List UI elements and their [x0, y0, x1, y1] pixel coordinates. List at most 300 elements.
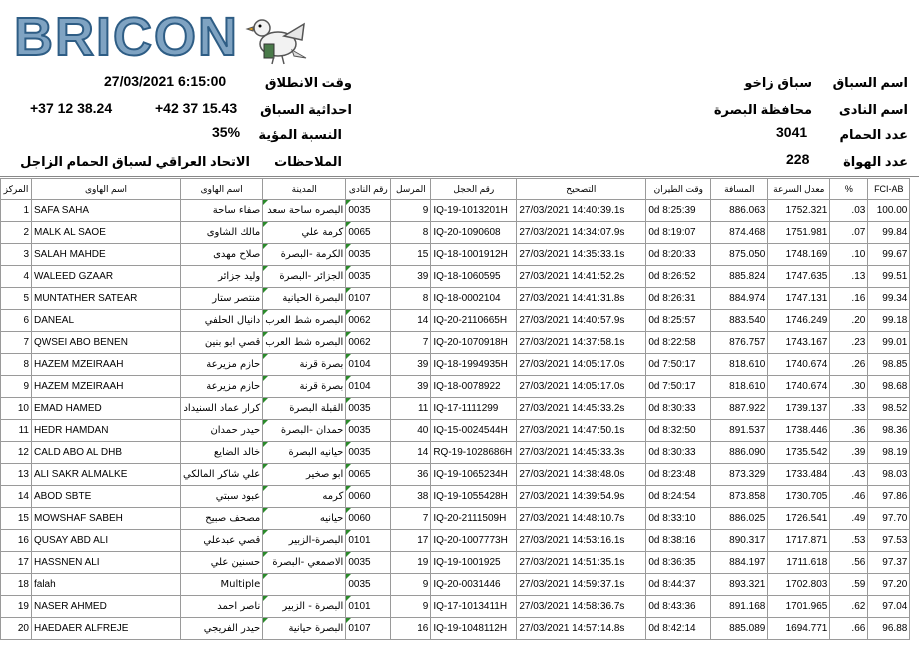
col-ring: رقم الحجل — [431, 179, 517, 200]
race-name-label: اسم السباق — [832, 75, 908, 90]
cell-arrival: 27/03/2021 14:39:54.9s — [517, 486, 646, 508]
cell-flight: 0d 8:32:50 — [646, 420, 711, 442]
cell-rank: 1 — [1, 200, 32, 222]
cell-flight: 0d 8:25:57 — [646, 310, 711, 332]
cell-flight: 0d 8:33:10 — [646, 508, 711, 530]
cell-pct: .07 — [830, 222, 868, 244]
cell-city — [263, 574, 346, 596]
cell-distance: 873.329 — [711, 464, 768, 486]
table-row — [1, 354, 910, 376]
col-name-ar: اسم الهاوى — [181, 179, 263, 200]
cell-name-en: SAFA SAHA — [32, 200, 181, 222]
cell-name-ar: حسنين علي — [181, 552, 263, 574]
cell-rank: 3 — [1, 244, 32, 266]
cell-ring: IQ-20-1070918H — [431, 332, 517, 354]
cell-city: حيانيه — [263, 508, 346, 530]
start-time-value: 27/03/2021 6:15:00 — [104, 73, 227, 89]
cell-arrival: 27/03/2021 14:35:33.1s — [517, 244, 646, 266]
cell-fci: 99.84 — [868, 222, 910, 244]
cell-fci: 97.70 — [868, 508, 910, 530]
cell-ring: IQ-18-0078922 — [431, 376, 517, 398]
table-header-row — [1, 179, 910, 200]
cell-pct: .53 — [830, 530, 868, 552]
cell-name-ar: منتصر ستار — [181, 288, 263, 310]
cell-sent: 7 — [391, 332, 431, 354]
cell-name-en: HEDR HAMDAN — [32, 420, 181, 442]
cell-pct: .43 — [830, 464, 868, 486]
cell-flight: 0d 8:20:33 — [646, 244, 711, 266]
header-divider — [0, 176, 919, 177]
cell-distance: 876.757 — [711, 332, 768, 354]
cell-ring: IQ-18-0002104 — [431, 288, 517, 310]
cell-speed: 1738.446 — [768, 420, 830, 442]
cell-club: 0107 — [346, 288, 391, 310]
cell-city: القبلة البصرة — [263, 398, 346, 420]
cell-sent: 7 — [391, 508, 431, 530]
cell-rank: 14 — [1, 486, 32, 508]
cell-city: كرمه — [263, 486, 346, 508]
cell-pct: .16 — [830, 288, 868, 310]
cell-club: 0035 — [346, 420, 391, 442]
cell-club: 0101 — [346, 596, 391, 618]
cell-flight: 0d 7:50:17 — [646, 376, 711, 398]
cell-pct: .03 — [830, 200, 868, 222]
cell-fci: 98.36 — [868, 420, 910, 442]
cell-club: 0062 — [346, 310, 391, 332]
cell-sent: 40 — [391, 420, 431, 442]
cell-pct: .10 — [830, 244, 868, 266]
cell-fci: 98.03 — [868, 464, 910, 486]
cell-city: بصرة قرنة — [263, 354, 346, 376]
club-label: اسم النادى — [838, 102, 908, 117]
cell-speed: 1746.249 — [768, 310, 830, 332]
cell-ring: IQ-20-1090608 — [431, 222, 517, 244]
cell-name-ar: حيدر الفريجي — [181, 618, 263, 640]
cell-speed: 1740.674 — [768, 354, 830, 376]
cell-club: 0035 — [346, 266, 391, 288]
cell-rank: 12 — [1, 442, 32, 464]
cell-name-en: MOWSHAF SABEH — [32, 508, 181, 530]
cell-speed: 1711.618 — [768, 552, 830, 574]
cell-ring: IQ-20-0031446 — [431, 574, 517, 596]
cell-club: 0035 — [346, 398, 391, 420]
cell-fci: 96.88 — [868, 618, 910, 640]
coords-label: احداثية السباق — [260, 102, 352, 117]
cell-arrival: 27/03/2021 14:41:52.2s — [517, 266, 646, 288]
cell-ring: IQ-18-1060595 — [431, 266, 517, 288]
cell-name-en: SALAH MAHDE — [32, 244, 181, 266]
cell-pct: .39 — [830, 442, 868, 464]
cell-club: 0065 — [346, 464, 391, 486]
cell-flight: 0d 7:50:17 — [646, 354, 711, 376]
cell-pct: .26 — [830, 354, 868, 376]
cell-arrival: 27/03/2021 14:40:57.9s — [517, 310, 646, 332]
cell-distance: 887.922 — [711, 398, 768, 420]
logo-text: BRICON — [14, 7, 239, 67]
percent-label: النسبة المؤية — [258, 127, 342, 142]
cell-speed: 1701.965 — [768, 596, 830, 618]
cell-name-en: CALD ABO AL DHB — [32, 442, 181, 464]
cell-distance: 874.468 — [711, 222, 768, 244]
cell-city: كرمة علي — [263, 222, 346, 244]
table-row — [1, 200, 910, 222]
cell-name-ar: قصي ابو بنين — [181, 332, 263, 354]
cell-name-en: ALI SAKR ALMALKE — [32, 464, 181, 486]
cell-arrival: 27/03/2021 14:57:14.8s — [517, 618, 646, 640]
cell-speed: 1730.705 — [768, 486, 830, 508]
cell-fci: 97.04 — [868, 596, 910, 618]
cell-rank: 11 — [1, 420, 32, 442]
cell-distance: 884.974 — [711, 288, 768, 310]
col-city: المدينة — [263, 179, 346, 200]
cell-club: 0101 — [346, 530, 391, 552]
col-club-no: رقم النادى — [346, 179, 391, 200]
cell-fci: 100.00 — [868, 200, 910, 222]
table-row — [1, 332, 910, 354]
cell-arrival: 27/03/2021 14:58:36.7s — [517, 596, 646, 618]
cell-name-ar: Multiple — [181, 574, 263, 596]
cell-arrival: 27/03/2021 14:34:07.9s — [517, 222, 646, 244]
cell-name-ar: حازم مزيرعة — [181, 376, 263, 398]
cell-rank: 9 — [1, 376, 32, 398]
cell-city: حيانيه البصرة — [263, 442, 346, 464]
cell-sent: 9 — [391, 574, 431, 596]
cell-club: 0035 — [346, 200, 391, 222]
cell-distance: 885.824 — [711, 266, 768, 288]
cell-name-en: falah — [32, 574, 181, 596]
cell-name-ar: صلاح مهدى — [181, 244, 263, 266]
cell-rank: 18 — [1, 574, 32, 596]
cell-fci: 98.52 — [868, 398, 910, 420]
cell-distance: 873.858 — [711, 486, 768, 508]
cell-flight: 0d 8:30:33 — [646, 398, 711, 420]
cell-distance: 893.321 — [711, 574, 768, 596]
cell-speed: 1748.169 — [768, 244, 830, 266]
cell-club: 0107 — [346, 618, 391, 640]
cell-name-ar: قصي عبدعلي — [181, 530, 263, 552]
cell-name-en: MUNTATHER SATEAR — [32, 288, 181, 310]
col-fci: FCI-AB — [868, 179, 910, 200]
col-speed: معدل السرعة — [768, 179, 830, 200]
notes-label: الملاحظات — [274, 154, 342, 169]
cell-sent: 8 — [391, 288, 431, 310]
cell-speed: 1735.542 — [768, 442, 830, 464]
table-row — [1, 376, 910, 398]
cell-club: 0065 — [346, 222, 391, 244]
cell-rank: 15 — [1, 508, 32, 530]
cell-ring: IQ-19-1013201H — [431, 200, 517, 222]
cell-distance: 884.197 — [711, 552, 768, 574]
cell-arrival: 27/03/2021 14:53:16.1s — [517, 530, 646, 552]
cell-name-en: EMAD HAMED — [32, 398, 181, 420]
cell-rank: 7 — [1, 332, 32, 354]
cell-fci: 98.19 — [868, 442, 910, 464]
cell-name-ar: ناصر احمد — [181, 596, 263, 618]
table-row — [1, 508, 910, 530]
cell-flight: 0d 8:22:58 — [646, 332, 711, 354]
cell-name-ar: كرار عماد السنيداد — [181, 398, 263, 420]
cell-fci: 99.34 — [868, 288, 910, 310]
cell-speed: 1739.137 — [768, 398, 830, 420]
cell-ring: IQ-19-1055428H — [431, 486, 517, 508]
cell-fci: 97.86 — [868, 486, 910, 508]
cell-arrival: 27/03/2021 14:47:50.1s — [517, 420, 646, 442]
cell-name-ar: صفاء ساحة — [181, 200, 263, 222]
cell-name-en: HAZEM MZEIRAAH — [32, 376, 181, 398]
cell-city: ابو صخير — [263, 464, 346, 486]
cell-ring: IQ-18-1994935H — [431, 354, 517, 376]
pigeon-icon — [244, 10, 308, 66]
cell-pct: .66 — [830, 618, 868, 640]
cell-city: حمدان -البصرة — [263, 420, 346, 442]
cell-city: الجزائر -البصرة — [263, 266, 346, 288]
cell-flight: 0d 8:19:07 — [646, 222, 711, 244]
cell-pct: .30 — [830, 376, 868, 398]
cell-sent: 9 — [391, 596, 431, 618]
cell-club: 0104 — [346, 354, 391, 376]
cell-city: البصره ساحة سعد — [263, 200, 346, 222]
cell-sent: 9 — [391, 200, 431, 222]
cell-sent: 36 — [391, 464, 431, 486]
cell-flight: 0d 8:26:31 — [646, 288, 711, 310]
cell-pct: .23 — [830, 332, 868, 354]
cell-name-en: ABOD SBTE — [32, 486, 181, 508]
coord-lat: +42 37 15.43 — [155, 100, 238, 116]
cell-distance: 883.540 — [711, 310, 768, 332]
cell-flight: 0d 8:44:37 — [646, 574, 711, 596]
cell-sent: 14 — [391, 442, 431, 464]
cell-ring: RQ-19-1028686H — [431, 442, 517, 464]
col-flight: وقت الطيران — [646, 179, 711, 200]
table-row — [1, 464, 910, 486]
cell-pct: .56 — [830, 552, 868, 574]
cell-ring: IQ-15-0024544H — [431, 420, 517, 442]
cell-arrival: 27/03/2021 14:37:58.1s — [517, 332, 646, 354]
cell-sent: 16 — [391, 618, 431, 640]
cell-arrival: 27/03/2021 14:05:17.0s — [517, 354, 646, 376]
cell-name-ar: مصحف صبيح — [181, 508, 263, 530]
cell-name-ar: عبود سبتي — [181, 486, 263, 508]
table-row — [1, 420, 910, 442]
cell-arrival: 27/03/2021 14:38:48.0s — [517, 464, 646, 486]
cell-club: 0060 — [346, 508, 391, 530]
cell-club: 0035 — [346, 442, 391, 464]
cell-sent: 39 — [391, 376, 431, 398]
cell-rank: 2 — [1, 222, 32, 244]
table-row — [1, 266, 910, 288]
cell-arrival: 27/03/2021 14:45:33.3s — [517, 442, 646, 464]
cell-club: 0062 — [346, 332, 391, 354]
cell-name-ar: وليد جزائر — [181, 266, 263, 288]
cell-flight: 0d 8:25:39 — [646, 200, 711, 222]
cell-club: 0035 — [346, 244, 391, 266]
cell-arrival: 27/03/2021 14:51:35.1s — [517, 552, 646, 574]
start-time-label: وقت الانطلاق — [264, 75, 352, 90]
cell-ring: IQ-19-1048112H — [431, 618, 517, 640]
cell-city: البصره شط العرب — [263, 310, 346, 332]
cell-distance: 891.537 — [711, 420, 768, 442]
table-row — [1, 222, 910, 244]
cell-speed: 1751.981 — [768, 222, 830, 244]
cell-distance: 886.090 — [711, 442, 768, 464]
cell-city: الاصمعي -البصرة — [263, 552, 346, 574]
cell-sent: 15 — [391, 244, 431, 266]
cell-city: البصره شط العرب — [263, 332, 346, 354]
cell-name-ar: مالك الشاوى — [181, 222, 263, 244]
col-distance: المسافة — [711, 179, 768, 200]
table-row — [1, 596, 910, 618]
col-pct: % — [830, 179, 868, 200]
cell-name-ar: علي شاكر المالكي — [181, 464, 263, 486]
table-row — [1, 618, 910, 640]
cell-rank: 8 — [1, 354, 32, 376]
cell-arrival: 27/03/2021 14:40:39.1s — [517, 200, 646, 222]
cell-pct: .46 — [830, 486, 868, 508]
cell-speed: 1717.871 — [768, 530, 830, 552]
table-row — [1, 552, 910, 574]
cell-rank: 5 — [1, 288, 32, 310]
table-row — [1, 486, 910, 508]
cell-flight: 0d 8:26:52 — [646, 266, 711, 288]
cell-distance: 891.168 — [711, 596, 768, 618]
cell-ring: IQ-19-1001925 — [431, 552, 517, 574]
cell-speed: 1733.484 — [768, 464, 830, 486]
table-row — [1, 398, 910, 420]
cell-ring: IQ-20-1007773H — [431, 530, 517, 552]
cell-club: 0035 — [346, 552, 391, 574]
cell-speed: 1694.771 — [768, 618, 830, 640]
cell-pct: .62 — [830, 596, 868, 618]
cell-name-en: MALK AL SAOE — [32, 222, 181, 244]
coord-lon: +37 12 38.24 — [30, 100, 113, 116]
race-name-value: سباق زاخو — [744, 75, 812, 90]
fanciers-value: 228 — [786, 151, 810, 167]
cell-name-en: HASSNEN ALI — [32, 552, 181, 574]
col-arrival: التصحيح — [517, 179, 646, 200]
cell-city: البصرة الحيانية — [263, 288, 346, 310]
cell-name-en: HAZEM MZEIRAAH — [32, 354, 181, 376]
cell-city: البصرة-الزبير — [263, 530, 346, 552]
cell-distance: 875.050 — [711, 244, 768, 266]
pigeons-label: عدد الحمام — [839, 127, 908, 142]
table-row — [1, 442, 910, 464]
cell-sent: 8 — [391, 222, 431, 244]
cell-flight: 0d 8:23:48 — [646, 464, 711, 486]
cell-name-en: NASER AHMED — [32, 596, 181, 618]
cell-rank: 20 — [1, 618, 32, 640]
cell-fci: 98.85 — [868, 354, 910, 376]
cell-arrival: 27/03/2021 14:45:33.2s — [517, 398, 646, 420]
cell-distance: 886.025 — [711, 508, 768, 530]
cell-sent: 19 — [391, 552, 431, 574]
club-value: محافظة البصرة — [713, 102, 812, 117]
table-row — [1, 530, 910, 552]
cell-pct: .33 — [830, 398, 868, 420]
cell-city: بصرة قرنة — [263, 376, 346, 398]
cell-name-en: QUSAY ABD ALI — [32, 530, 181, 552]
cell-fci: 98.68 — [868, 376, 910, 398]
cell-rank: 13 — [1, 464, 32, 486]
cell-ring: IQ-20-2110665H — [431, 310, 517, 332]
cell-speed: 1743.167 — [768, 332, 830, 354]
cell-name-en: HAEDAER ALFREJE — [32, 618, 181, 640]
cell-pct: .59 — [830, 574, 868, 596]
cell-name-ar: خالد الضايع — [181, 442, 263, 464]
cell-club: 0035 — [346, 574, 391, 596]
cell-sent: 39 — [391, 266, 431, 288]
cell-distance: 890.317 — [711, 530, 768, 552]
col-name-en: اسم الهاوى — [32, 179, 181, 200]
cell-fci: 97.53 — [868, 530, 910, 552]
cell-club: 0060 — [346, 486, 391, 508]
cell-speed: 1747.635 — [768, 266, 830, 288]
cell-ring: IQ-18-1001912H — [431, 244, 517, 266]
cell-pct: .13 — [830, 266, 868, 288]
cell-speed: 1740.674 — [768, 376, 830, 398]
cell-club: 0104 — [346, 376, 391, 398]
cell-speed: 1702.803 — [768, 574, 830, 596]
cell-arrival: 27/03/2021 14:41:31.8s — [517, 288, 646, 310]
cell-distance: 818.610 — [711, 354, 768, 376]
cell-name-en: DANEAL — [32, 310, 181, 332]
cell-fci: 97.37 — [868, 552, 910, 574]
cell-pct: .49 — [830, 508, 868, 530]
cell-distance: 885.089 — [711, 618, 768, 640]
cell-sent: 11 — [391, 398, 431, 420]
cell-rank: 10 — [1, 398, 32, 420]
cell-rank: 4 — [1, 266, 32, 288]
cell-city: الكرمة -البصرة — [263, 244, 346, 266]
cell-pct: .20 — [830, 310, 868, 332]
cell-fci: 99.67 — [868, 244, 910, 266]
cell-name-ar: دانيال الحلفي — [181, 310, 263, 332]
cell-name-ar: حازم مزيرعة — [181, 354, 263, 376]
fanciers-label: عدد الهواة — [843, 154, 908, 169]
cell-pct: .36 — [830, 420, 868, 442]
table-row — [1, 288, 910, 310]
cell-name-en: WALEED GZAAR — [32, 266, 181, 288]
cell-fci: 99.18 — [868, 310, 910, 332]
cell-sent: 14 — [391, 310, 431, 332]
cell-arrival: 27/03/2021 14:05:17.0s — [517, 376, 646, 398]
percent-value: 35% — [212, 124, 241, 140]
notes-value: الاتحاد العراقي لسباق الحمام الزاجل — [20, 154, 250, 169]
cell-rank: 16 — [1, 530, 32, 552]
pigeons-value: 3041 — [776, 124, 808, 140]
table-row — [1, 310, 910, 332]
cell-rank: 6 — [1, 310, 32, 332]
cell-flight: 0d 8:24:54 — [646, 486, 711, 508]
cell-flight: 0d 8:43:36 — [646, 596, 711, 618]
cell-flight: 0d 8:42:14 — [646, 618, 711, 640]
cell-name-ar: حيدر حمدان — [181, 420, 263, 442]
cell-speed: 1726.541 — [768, 508, 830, 530]
cell-sent: 38 — [391, 486, 431, 508]
cell-fci: 97.20 — [868, 574, 910, 596]
cell-ring: IQ-20-2111509H — [431, 508, 517, 530]
cell-rank: 19 — [1, 596, 32, 618]
cell-distance: 818.610 — [711, 376, 768, 398]
cell-ring: IQ-17-1013411H — [431, 596, 517, 618]
table-row — [1, 244, 910, 266]
bricon-logo — [6, 6, 306, 68]
cell-city: البصرة - الزبير — [263, 596, 346, 618]
cell-arrival: 27/03/2021 14:59:37.1s — [517, 574, 646, 596]
table-row — [1, 574, 910, 596]
cell-rank: 17 — [1, 552, 32, 574]
cell-fci: 99.01 — [868, 332, 910, 354]
cell-flight: 0d 8:30:33 — [646, 442, 711, 464]
